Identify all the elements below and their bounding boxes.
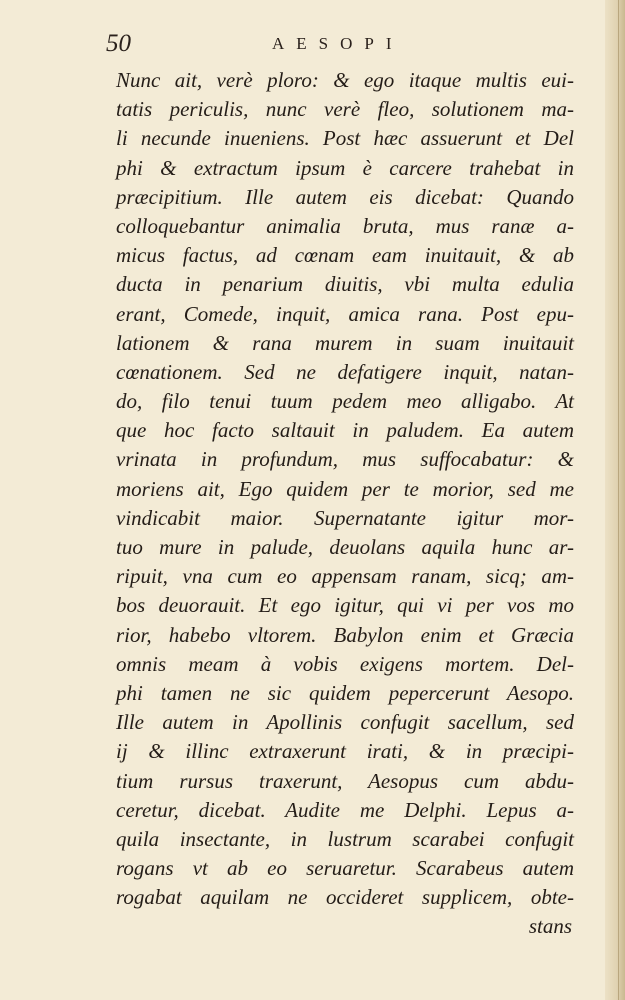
body-text xyxy=(116,66,574,942)
text-line: rogans vt ab eo seruaretur. Scarabeus autem xyxy=(116,856,574,881)
text-line: rogabat aquilam ne occideret supplicem, obte- xyxy=(116,885,574,910)
page-gutter xyxy=(605,0,625,1000)
text-line: quila insectante, in lustrum scarabei confugit xyxy=(116,826,574,851)
running-head: AESOPI xyxy=(272,34,404,53)
text-line: bos deuorauit. Et ego igitur, qui vi per vos mo xyxy=(116,593,574,618)
catchword: stans xyxy=(528,914,572,939)
text-line: phi tamen ne sic quidem pepercerunt Aesopo. xyxy=(116,680,574,705)
text-line: omnis meam à vobis exigens mortem. Del- xyxy=(116,651,574,676)
page-number: 50 xyxy=(106,30,131,57)
text-line: ceretur, dicebat. Audite me Delphi. Lepus a- xyxy=(116,797,574,822)
text-line: erant, Comede, inquit, amica rana. Post epu- xyxy=(116,301,574,326)
text-line: ripuit, vna cum eo appensam ranam, sicq; am- xyxy=(116,564,574,589)
text-line: li necunde inueniens. Post hæc assuerunt et Del xyxy=(116,126,574,151)
text-line: tium rursus traxerunt, Aesopus cum abdu- xyxy=(116,768,574,793)
text-line: vrinata in profundum, mus suffocabatur: & xyxy=(116,447,574,472)
text-line: cœnationem. Sed ne defatigere inquit, natan- xyxy=(116,359,574,384)
text-line: colloquebantur animalia bruta, mus ranæ a- xyxy=(116,213,574,238)
text-line: præcipitium. Ille autem eis dicebat: Quando xyxy=(116,184,574,209)
text-line: ducta in penarium diuitis, vbi multa edulia xyxy=(116,272,574,297)
text-line: lationem & rana murem in suam inuitauit xyxy=(116,330,574,355)
page-edge-line xyxy=(618,0,619,1000)
text-line: moriens ait, Ego quidem per te morior, sed me xyxy=(116,476,574,501)
text-line: do, filo tenui tuum pedem meo alligabo. At xyxy=(116,389,574,414)
text-line: Nunc ait, verè ploro: & ego itaque multis eui- xyxy=(116,68,574,92)
text-line: tuo mure in palude, deuolans aquila hunc ar- xyxy=(116,535,574,559)
text-line: que hoc facto saltauit in paludem. Ea autem xyxy=(116,418,574,443)
text-line: tatis periculis, nunc verè fleo, solutionem ma- xyxy=(116,97,574,122)
text-line: micus factus, ad cœnam eam inuitauit, & ab xyxy=(116,243,574,268)
text-line: ij & illinc extraxerunt irati, & in præcipi- xyxy=(116,739,574,764)
text-line: rior, habebo vltorem. Babylon enim et Græcia xyxy=(116,622,574,647)
text-line: phi & extractum ipsum è carcere trahebat in xyxy=(116,155,574,180)
text-line: Ille autem in Apollinis confugit sacellum, sed xyxy=(116,710,574,735)
text-line: vindicabit maior. Supernatante igitur mor- xyxy=(116,505,574,530)
page-header xyxy=(106,30,566,60)
